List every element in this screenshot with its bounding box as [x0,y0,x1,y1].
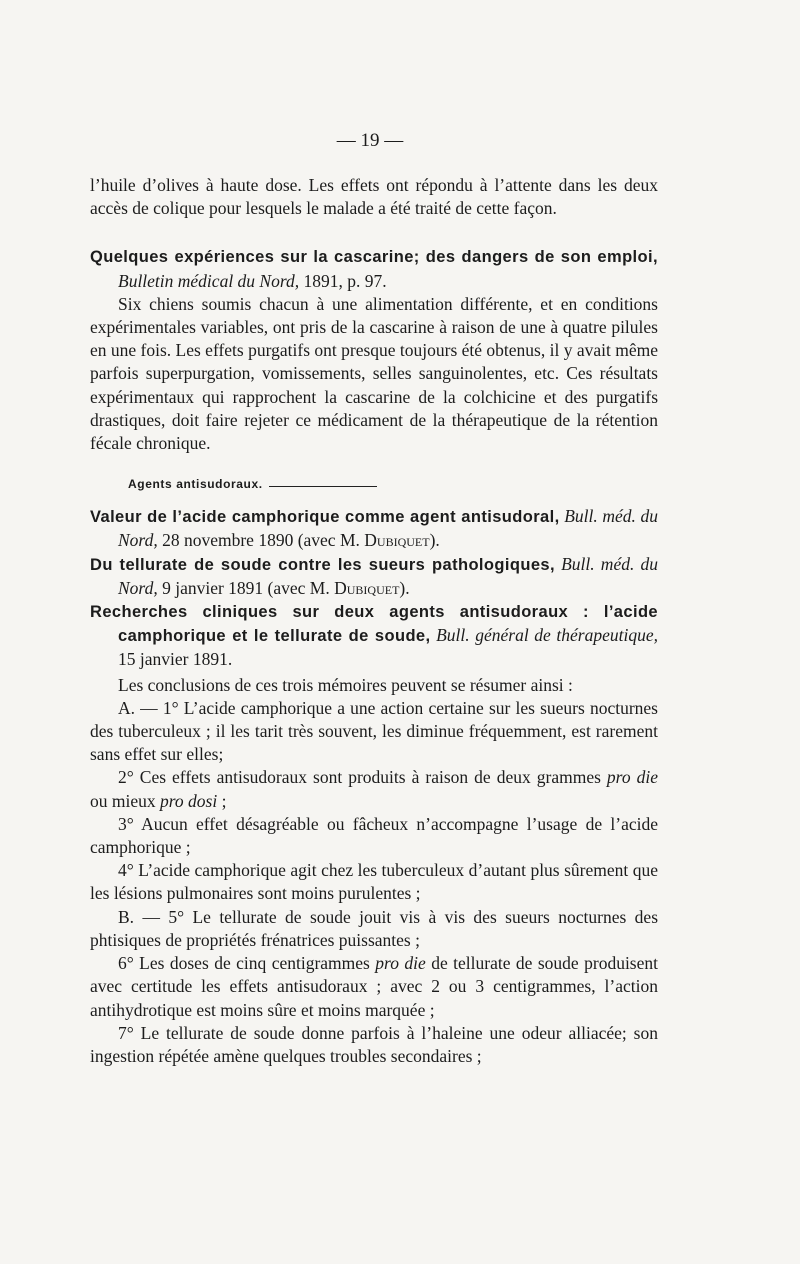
entry-ref-end: ). [429,530,440,551]
page-body [90,174,658,1068]
page-number: — 19 — [336,130,404,151]
entry-title: Recherches cliniques sur deux agents antisudoraux : l’acide camphorique et le tellurate de soude, [90,603,658,646]
conclusion-6-text: 6° Les doses de cinq centigrammes [118,953,376,974]
section-rule [269,486,377,487]
entry-cascarine-body: Six chiens soumis chacun à une alimentation différente, et en conditions expérimentales variables, ont pris de la cascarine à raison de une à quatre pilules en une fois. Les effets purgatifs ont presque toujours été obtenus, il y avait même parfois superpurgation, vomissements, selles sanguinolentes, etc. Ces résultats expérimentaux qui rapprochent la cascarine de la colchicine et des purgatifs drastiques, doit faire rejeter ce médicament de la thérapeutique de la rétention fécale chronique. [90,293,658,454]
entry-source: Bulletin médical du Nord, [118,270,300,291]
entry-author: Dubiquet [364,530,430,551]
conclusion-2-latin-1: pro die [606,767,658,788]
entry-source: Bull. général de thérapeutique, [436,625,658,646]
entry-ref: 9 janvier 1891 (avec M. [157,577,335,598]
conclusion-5: B. — 5° Le tellurate de soude jouit vis à vis des sueurs nocturnes des phtisiques de propriétés frénatrices puissantes ; [90,906,658,950]
entry-ref: 28 novembre 1890 (avec M. [157,530,365,551]
conclusion-2-text-end: ; [217,790,227,811]
entry-ref-end: ). [399,577,410,598]
entry-title: Du tellurate de soude contre les sueurs pathologiques, [90,555,555,574]
intro-paragraph: l’huile d’olives à haute dose. Les effets ont répondu à l’attente dans les deux accès de colique pour lesquels le malade a été traité de cette façon. [90,175,658,219]
conclusion-6-latin: pro die [375,953,426,974]
conclusion-3: 3° Aucun effet désagréable ou fâcheux n’accompagne l’usage de l’acide camphorique ; [90,813,658,858]
entry-tellurate-citation [90,553,658,600]
conclusion-2-text: 2° Ces effets antisudoraux sont produits à raison de deux grammes [118,767,607,788]
entry-title: Quelques expériences sur la cascarine; des dangers de son emploi, [90,248,658,267]
entry-author: Dubiquet [334,577,400,598]
entry-title: Valeur de l’acide camphorique comme agent antisudoral, [90,508,560,527]
entry-ref: 1891, p. 97. [299,270,387,291]
conclusion-4: 4° L’acide camphorique agit chez les tuberculeux d’autant plus sûrement que les lésions pulmonaires sont moins purulentes ; [90,860,658,904]
entry-recherches-citation [90,600,658,672]
conclusions-intro: Les conclusions de ces trois mémoires peuvent se résumer ainsi : [118,674,573,695]
conclusion-1: A. — 1° L’acide camphorique a une action certaine sur les sueurs nocturnes des tuberculeux ; il les tarit très souvent, les diminue fréquemment, est rarement sans effet sur elles; [90,697,658,765]
conclusion-2-latin-2: pro dosi [160,790,218,811]
entry-cascarine-citation [90,245,658,292]
section-heading [90,477,658,491]
entry-camphorique-citation [90,505,658,552]
conclusion-2-text-mid: ou mieux [90,790,160,811]
entry-source: Bull. méd. du Nord, [118,553,658,598]
entry-ref: 15 janvier 1891. [118,649,233,670]
conclusion-6-text-end: de tellurate de soude produisent avec certitude les effets antisudoraux ; avec 2 ou 3 centigrammes, l’action antihydrotique est moins sûre et moins marquée ; [90,953,658,1020]
conclusion-6 [90,952,658,1022]
conclusion-2 [90,766,658,812]
entry-source: Bull. méd. du Nord, [118,506,658,551]
conclusion-7: 7° Le tellurate de soude donne parfois à l’haleine une odeur alliacée; son ingestion répétée amène quelques troubles secondaires ; [90,1022,658,1066]
section-heading-text: Agents antisudoraux. [128,477,263,492]
